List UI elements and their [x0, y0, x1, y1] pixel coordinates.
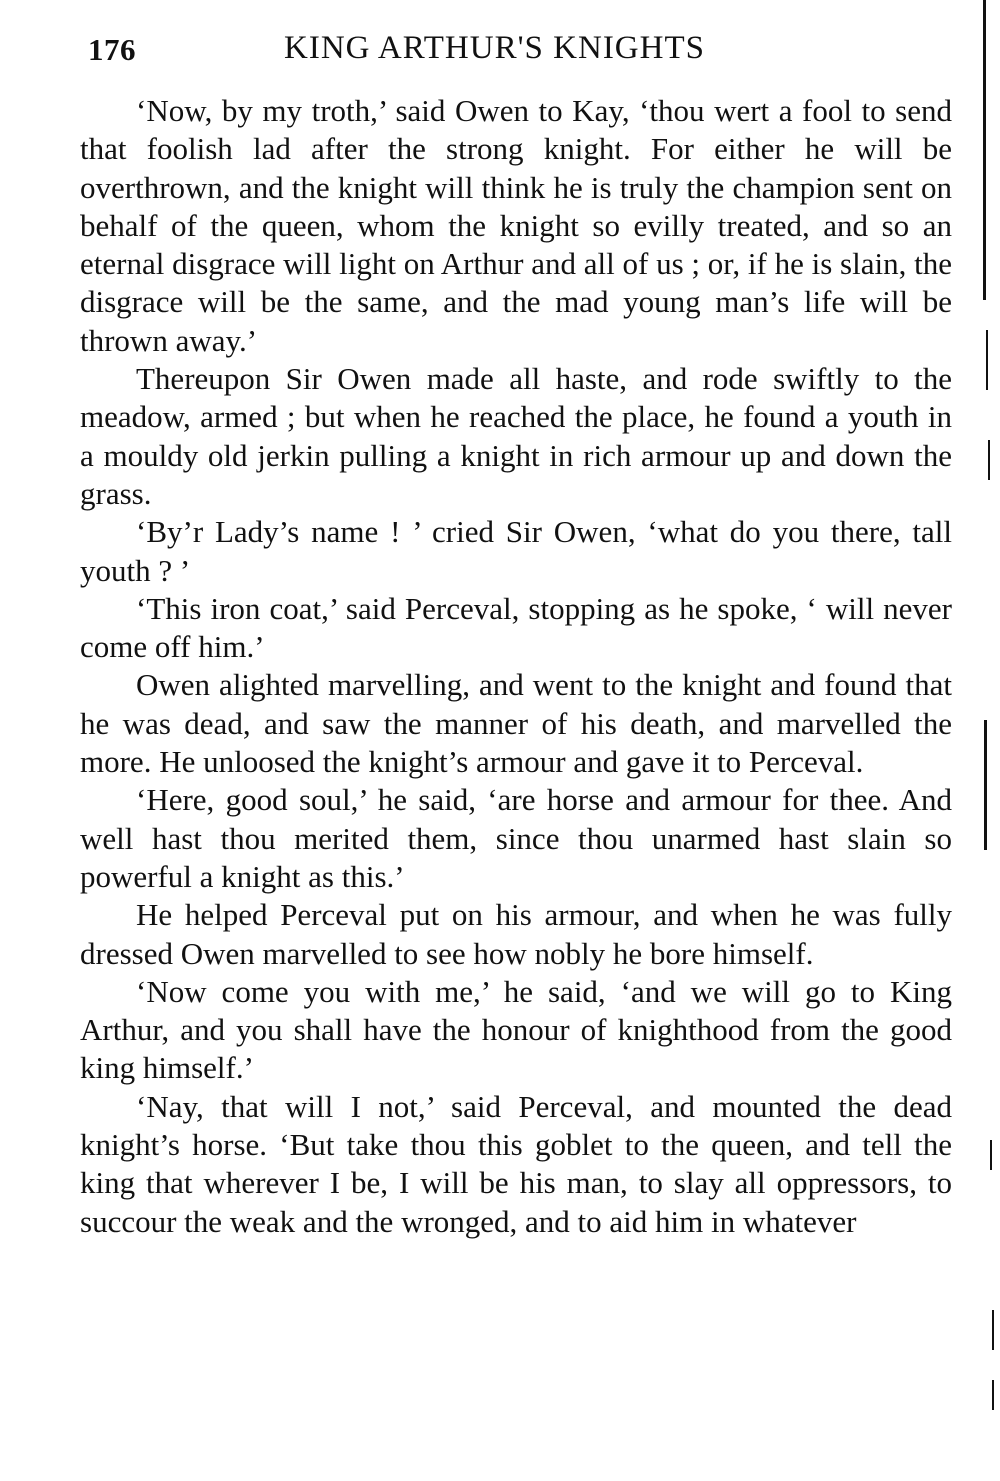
paragraph: Owen alighted marvelling, and went to the knight and found that he was dead, and saw the manner of his death, and marvelled the more. He unloosed the knight’s armour and gave it to Perceval.: [80, 667, 952, 780]
page-number: 176: [88, 32, 136, 67]
paragraph: ‘This iron coat,’ said Perceval, stopping as he spoke, ‘ will never come off him.’: [80, 590, 952, 665]
body-text: [80, 92, 952, 1241]
paragraph: Thereupon Sir Owen made all haste, and rode swiftly to the meadow, armed ; but when he reached the place, he found a youth in a mouldy old jerkin pulling a knight in rich armour up and down the grass.: [80, 361, 952, 511]
paragraph: He helped Perceval put on his armour, and when he was fully dressed Owen marvelled to see how nobly he bore himself.: [80, 897, 952, 971]
paragraph: ‘Here, good soul,’ he said, ‘are horse and armour for thee. And well hast thou merited them, since thou unarmed hast slain so powerful a knight as this.’: [80, 782, 952, 894]
page-edge-line: [984, 720, 987, 850]
paragraph: ‘Now, by my troth,’ said Owen to Kay, ‘thou wert a fool to send that foolish lad after the strong knight. For either he will be overthrown, and the knight will think he is truly the champion sent on behalf of the queen, whom the knight so evilly treated, and so an eternal disgrace will light on Arthur and all of us ; or, if he is slain, the disgrace will be the same, and the mad young man’s life will be thrown away.’: [80, 93, 952, 358]
page-edge-line: [988, 440, 990, 480]
paragraph: ‘Nay, that will I not,’ said Perceval, and mounted the dead knight’s horse. ‘But take thou this goblet to the queen, and tell the king that wherever I be, I will be his man, to slay all oppressors, to succour the weak and the wronged, and to aid him in whatever: [80, 1088, 952, 1239]
page-edge-line: [990, 1140, 992, 1170]
page-edge-line: [992, 1380, 994, 1410]
page-edge-line: [983, 0, 986, 300]
paragraph: ‘Now come you with me,’ he said, ‘and we will go to King Arthur, and you shall have the honour of knighthood from the good king himself.’: [80, 973, 952, 1086]
page-edge-line: [992, 1310, 994, 1350]
paragraph: ‘By’r Lady’s name ! ’ cried Sir Owen, ‘what do you there, tall youth ? ’: [80, 514, 952, 588]
page-header: [88, 30, 788, 74]
page-edge-line: [986, 330, 988, 390]
running-title: KING ARTHUR'S KNIGHTS: [284, 30, 705, 66]
